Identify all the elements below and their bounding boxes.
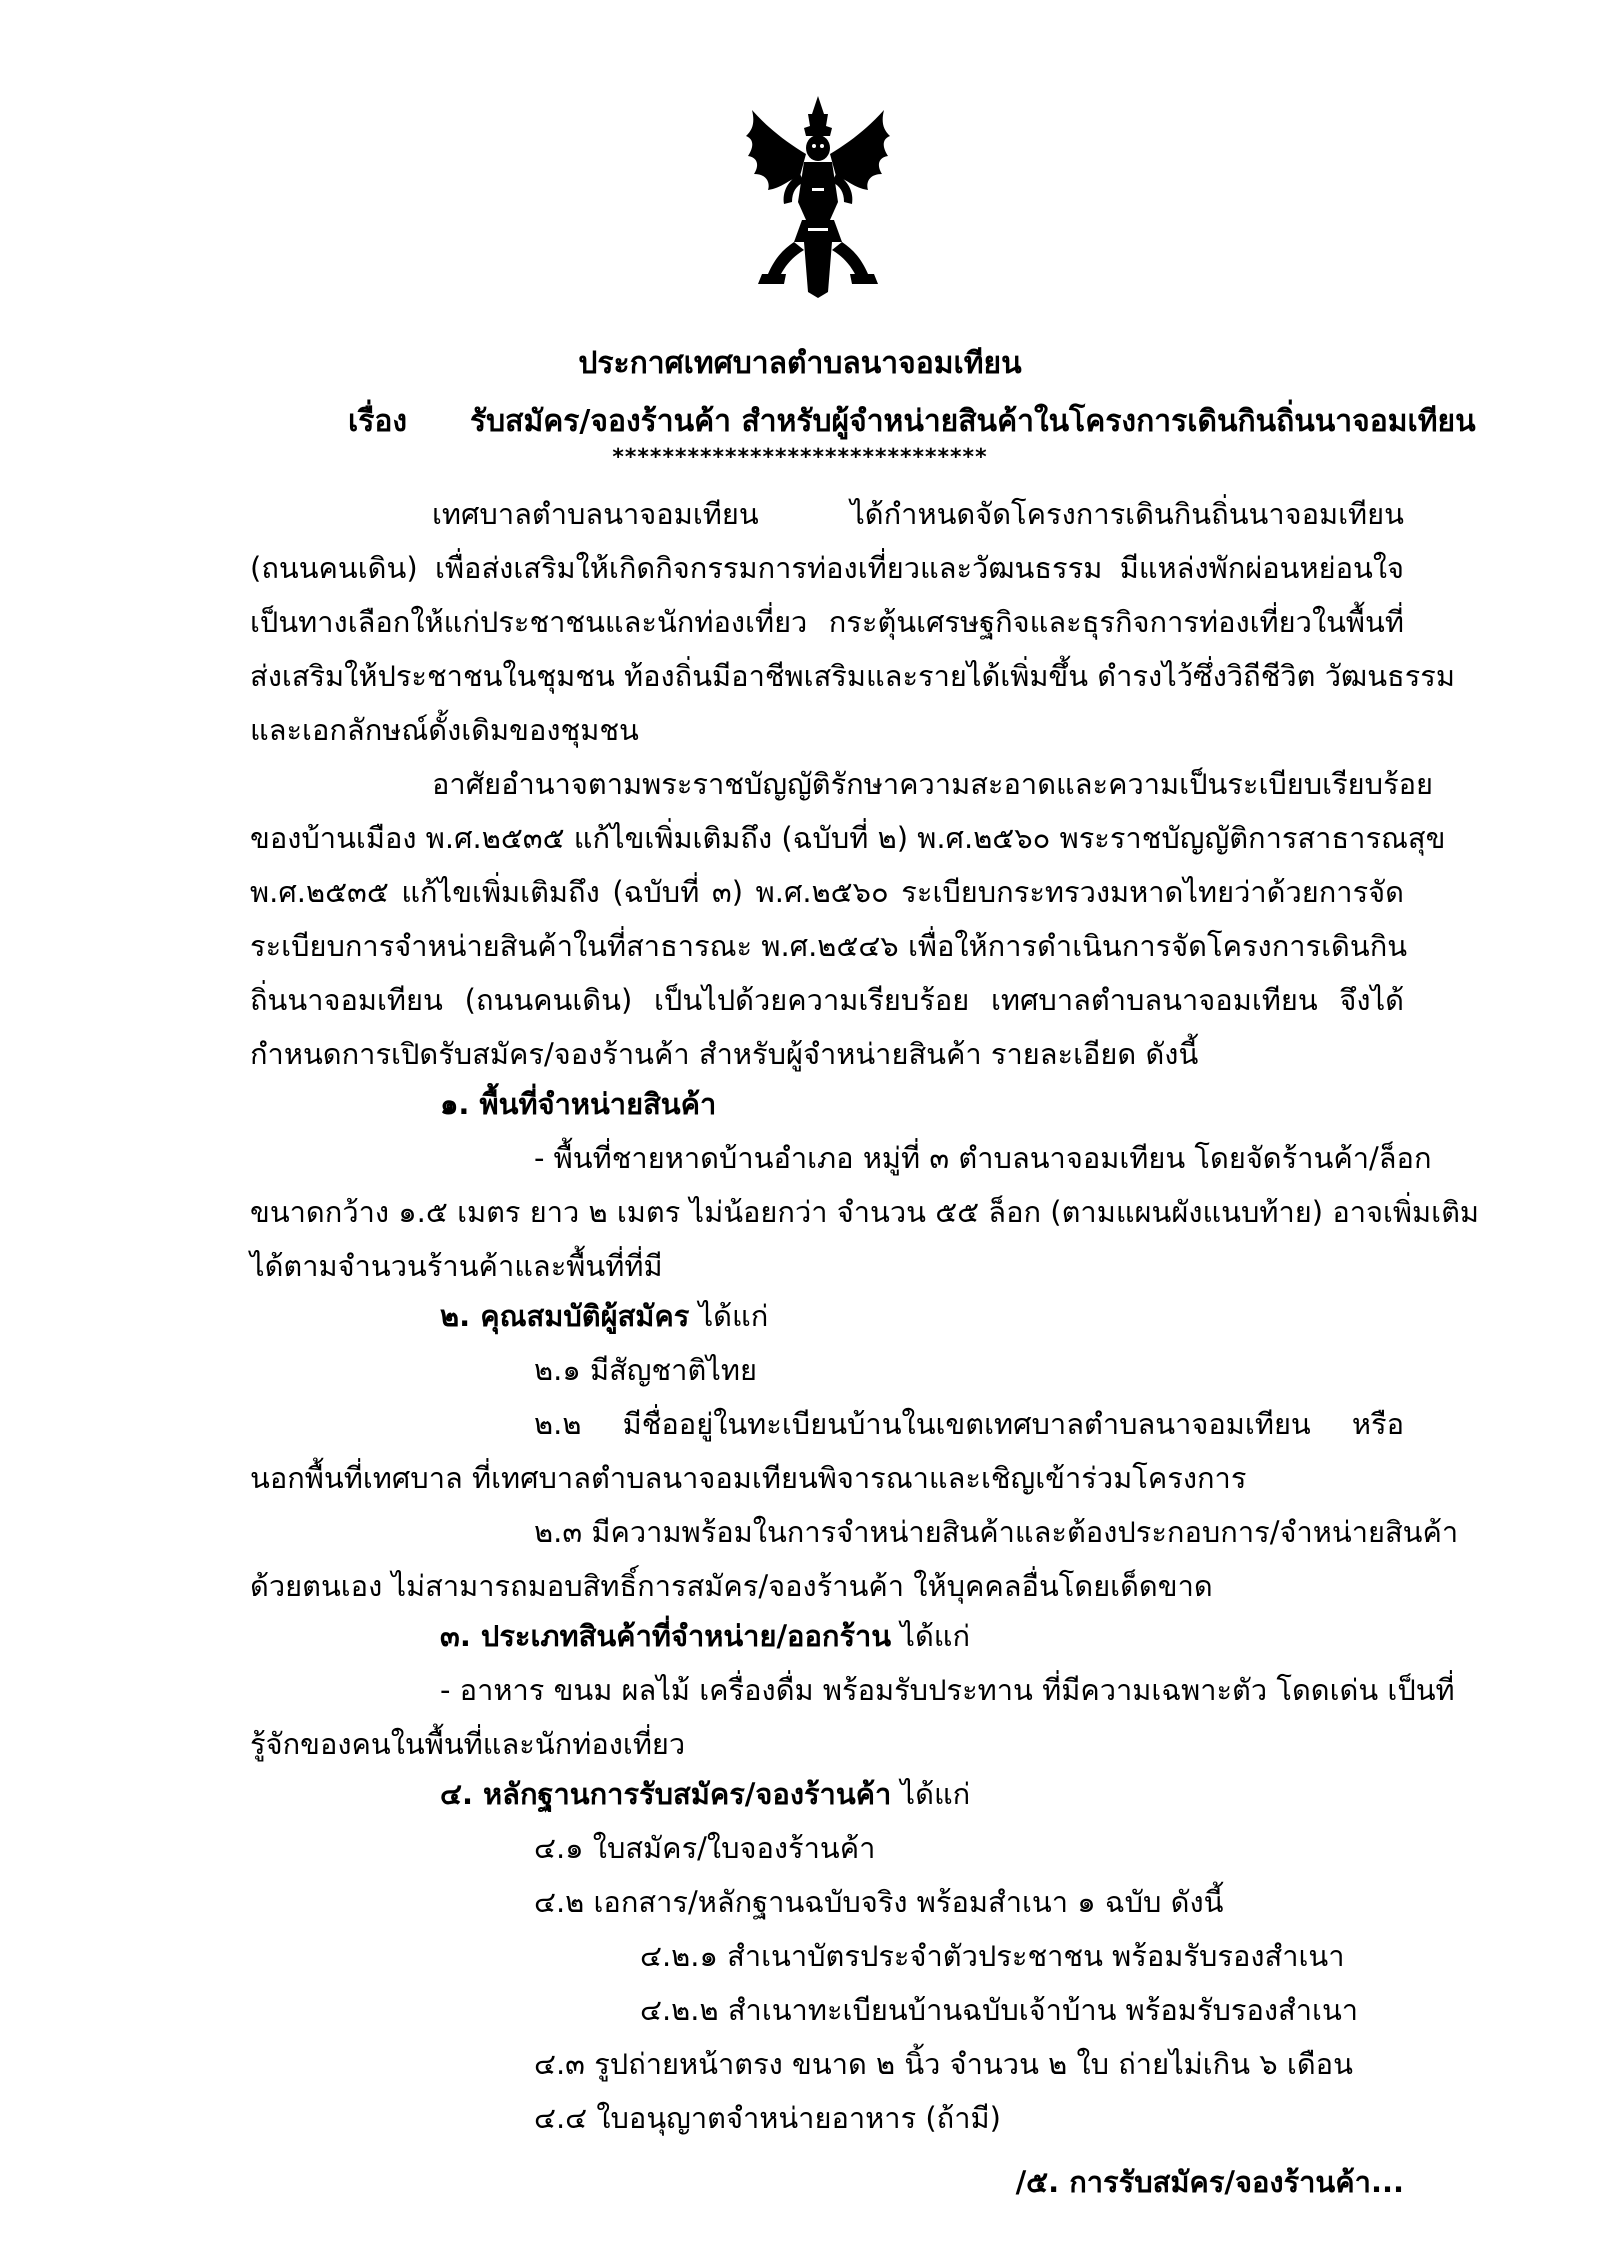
section4-line: ๔.๒ เอกสาร/หลักฐานฉบับจริง พร้อมสำเนา ๑ ฉบับ ดังนี้ [534, 1885, 1224, 1919]
section3-line: รู้จักของคนในพื้นที่และนักท่องเที่ยว [250, 1727, 686, 1761]
section4-heading: ๔. หลักฐานการรับสมัคร/จองร้านค้า [440, 1777, 892, 1811]
section3-line: - อาหาร ขนม ผลไม้ เครื่องดื่ม พร้อมรับประทาน ที่มีความเฉพาะตัว โดดเด่น เป็นที่ [440, 1673, 1455, 1707]
authority-line: ของบ้านเมือง พ.ศ.๒๕๓๕ แก้ไขเพิ่มเติมถึง (ฉบับที่ ๒) พ.ศ.๒๕๖๐ พระราชบัญญัติการสาธารณสุข [250, 821, 1446, 855]
intro-line: ส่งเสริมให้ประชาชนในชุมชน ท้องถิ่นมีอาชีพเสริมและรายได้เพิ่มขึ้น ดำรงไว้ซึ่งวิถีชีวิต วัฒนธรรม [250, 659, 1456, 693]
subject-label: เรื่อง [348, 404, 408, 439]
section2-line: ๒.๒ มีชื่ออยู่ในทะเบียนบ้านในเขตเทศบาลตำบลนาจอมเทียน หรือ [534, 1407, 1404, 1441]
section2-line: ด้วยตนเอง ไม่สามารถมอบสิทธิ์การสมัคร/จองร้านค้า ให้บุคคลอื่นโดยเด็ดขาด [250, 1569, 1213, 1603]
section4-heading-suffix: ได้แก่ [891, 1777, 971, 1811]
page-title: ประกาศเทศบาลตำบลนาจอมเทียน [578, 346, 1022, 381]
section2-line: ๒.๓ มีความพร้อมในการจำหน่ายสินค้าและต้องประกอบการ/จำหน่ายสินค้า [534, 1515, 1459, 1549]
intro-line: (ถนนคนเดิน) เพื่อส่งเสริมให้เกิดกิจกรรมการท่องเที่ยวและวัฒนธรรม มีแหล่งพักผ่อนหย่อนใจ [250, 551, 1404, 585]
authority-line: ถิ่นนาจอมเทียน (ถนนคนเดิน) เป็นไปด้วยความเรียบร้อย เทศบาลตำบลนาจอมเทียน จึงได้ [250, 983, 1404, 1017]
section1-line: ได้ตามจำนวนร้านค้าและพื้นที่ที่มี [250, 1249, 663, 1283]
section2-line: ๒.๑ มีสัญชาติไทย [534, 1353, 757, 1387]
intro-line: เทศบาลตำบลนาจอมเทียน ได้กำหนดจัดโครงการเดินกินถิ่นนาจอมเทียน [432, 497, 1404, 531]
section4-line: ๔.๓ รูปถ่ายหน้าตรง ขนาด ๒ นิ้ว จำนวน ๒ ใบ ถ่ายไม่เกิน ๖ เดือน [534, 2047, 1353, 2081]
section3-heading-row [440, 1614, 970, 1658]
section4-heading-row [440, 1772, 970, 1816]
section2-line: นอกพื้นที่เทศบาล ที่เทศบาลตำบลนาจอมเทียนพิจารณาและเชิญเข้าร่วมโครงการ [250, 1461, 1247, 1495]
title-divider: ****************************** [612, 445, 988, 470]
authority-line: อาศัยอำนาจตามพระราชบัญญัติรักษาความสะอาดและความเป็นระเบียบเรียบร้อย [432, 767, 1434, 801]
authority-line: ระเบียบการจำหน่ายสินค้าในที่สาธารณะ พ.ศ.๒๕๔๖ เพื่อให้การดำเนินการจัดโครงการเดินกิน [250, 929, 1408, 963]
garuda-emblem-icon [738, 92, 898, 302]
section2-heading-row [440, 1294, 768, 1338]
authority-line: พ.ศ.๒๕๓๕ แก้ไขเพิ่มเติมถึง (ฉบับที่ ๓) พ.ศ.๒๕๖๐ ระเบียบกระทรวงมหาดไทยว่าด้วยการจัด [250, 875, 1404, 909]
subject-text: รับสมัคร/จองร้านค้า สำหรับผู้จำหน่ายสินค้าในโครงการเดินกินถิ่นนาจอมเทียน [470, 404, 1476, 439]
authority-line: กำหนดการเปิดรับสมัคร/จองร้านค้า สำหรับผู้จำหน่ายสินค้า รายละเอียด ดังนี้ [250, 1037, 1199, 1071]
intro-line: เป็นทางเลือกให้แก่ประชาชนและนักท่องเที่ยว กระตุ้นเศรษฐกิจและธุรกิจการท่องเที่ยวในพื้นที่ [250, 605, 1404, 639]
section3-heading: ๓. ประเภทสินค้าที่จำหน่าย/ออกร้าน [440, 1619, 892, 1653]
section4-line: ๔.๒.๒ สำเนาทะเบียนบ้านฉบับเจ้าบ้าน พร้อมรับรองสำเนา [640, 1993, 1359, 2027]
section2-heading: ๒. คุณสมบัติผู้สมัคร [440, 1299, 690, 1333]
section4-line: ๔.๒.๑ สำเนาบัตรประจำตัวประชาชน พร้อมรับรองสำเนา [640, 1939, 1345, 1973]
section1-line: ขนาดกว้าง ๑.๕ เมตร ยาว ๒ เมตร ไม่น้อยกว่า จำนวน ๕๕ ล็อก (ตามแผนผังแนบท้าย) อาจเพิ่มเติม [250, 1195, 1480, 1229]
continuation-note: /๕. การรับสมัคร/จองร้านค้า... [1015, 2165, 1404, 2199]
intro-line: และเอกลักษณ์ดั้งเดิมของชุมชน [250, 713, 639, 747]
section1-heading: ๑. พื้นที่จำหน่ายสินค้า [440, 1087, 717, 1121]
section2-heading-suffix: ได้แก่ [689, 1299, 769, 1333]
section4-line: ๔.๑ ใบสมัคร/ใบจองร้านค้า [534, 1831, 876, 1865]
section4-line: ๔.๔ ใบอนุญาตจำหน่ายอาหาร (ถ้ามี) [534, 2101, 1001, 2135]
section1-line: - พื้นที่ชายหาดบ้านอำเภอ หมู่ที่ ๓ ตำบลนาจอมเทียน โดยจัดร้านค้า/ล็อก [534, 1141, 1432, 1175]
section3-heading-suffix: ได้แก่ [891, 1619, 971, 1653]
